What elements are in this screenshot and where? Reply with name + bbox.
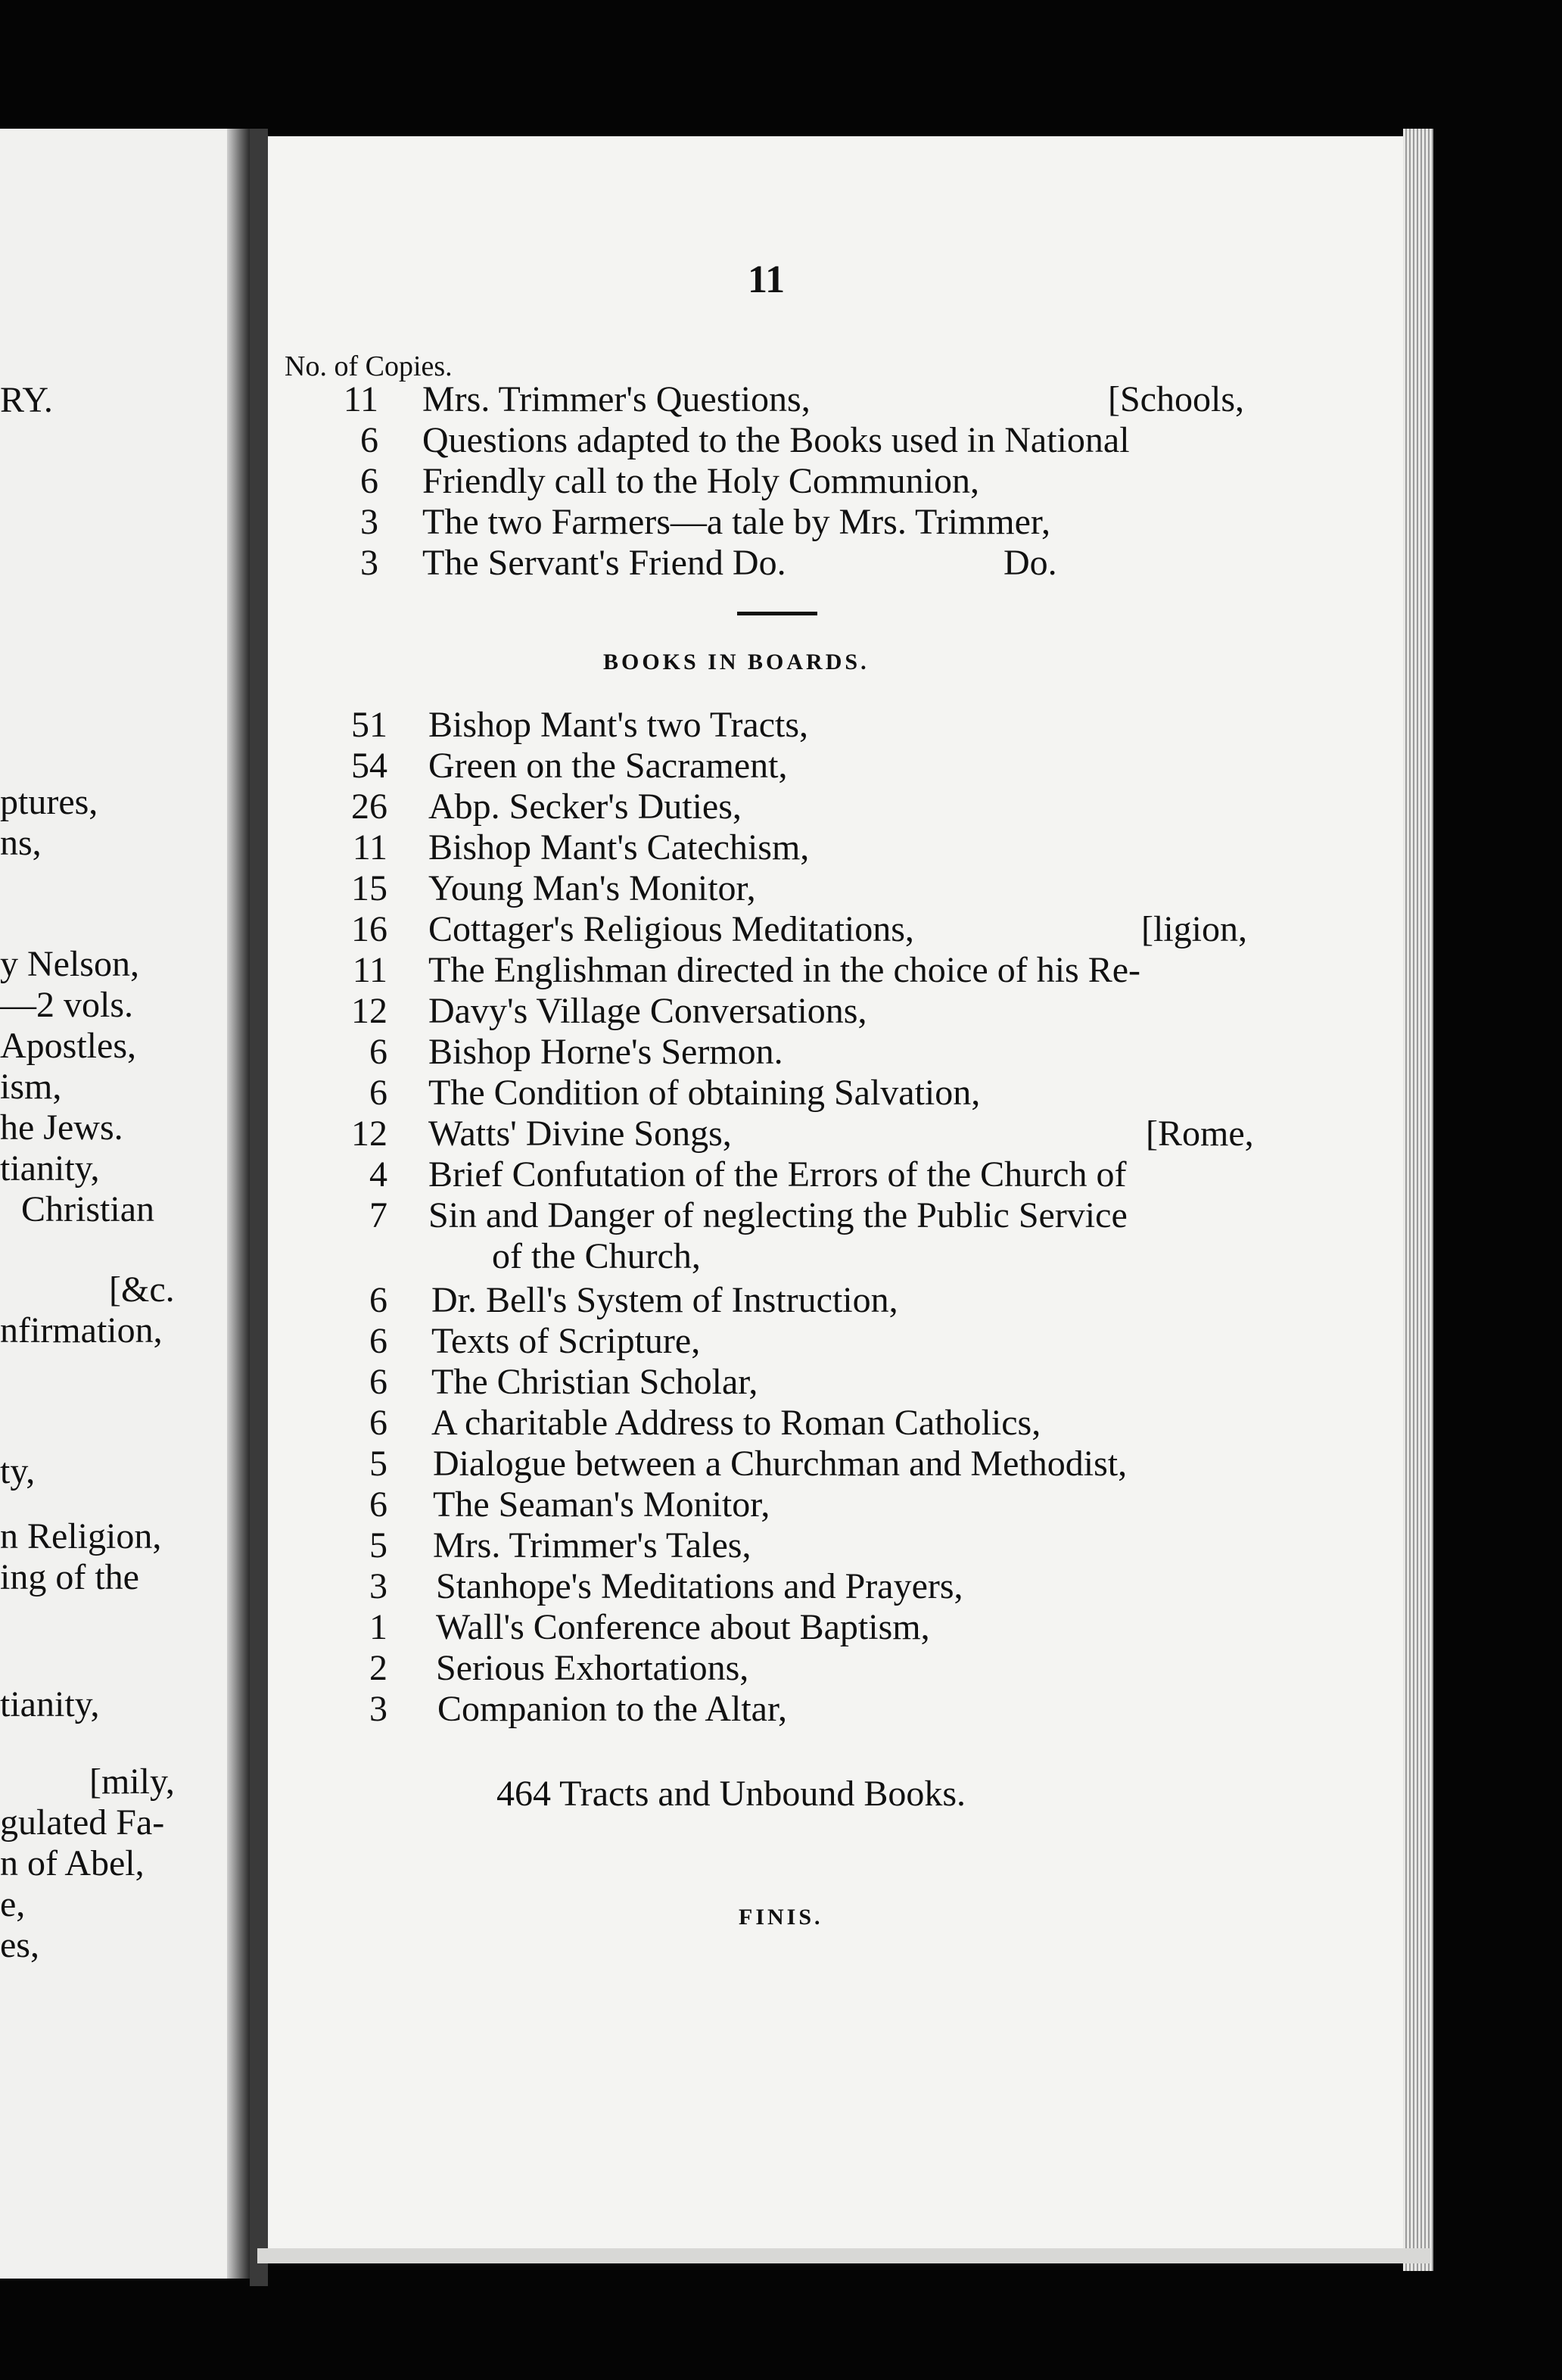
left-fragment: —2 vols. [0,985,134,1025]
book-title: Mrs. Trimmer's Tales, [433,1525,751,1565]
copy-count: 11 [343,379,378,419]
copy-count: 54 [351,746,387,786]
copy-count: 6 [369,1073,387,1113]
total-summary: 464 Tracts and Unbound Books. [496,1774,966,1814]
book-title: The Condition of obtaining Salvation, [428,1073,981,1113]
book-title: The Christian Scholar, [431,1362,758,1402]
copy-count: 1 [369,1607,387,1647]
book-title: Bishop Horne's Sermon. [428,1032,783,1072]
left-fragment: e, [0,1884,26,1924]
copy-count: 3 [360,543,378,583]
copy-count: 5 [369,1444,387,1484]
left-fragment: ty, [0,1451,36,1491]
copy-count: 11 [352,827,387,868]
left-fragment: y Nelson, [0,944,139,984]
copy-count: 12 [351,991,387,1031]
page-edges [1403,129,1433,2271]
copy-count: 6 [369,1403,387,1443]
book-title: Companion to the Altar, [437,1689,788,1729]
section-heading: BOOKS IN BOARDS. [603,650,870,674]
carried-text: [Rome, [1146,1114,1254,1154]
book-title: Bishop Mant's two Tracts, [428,705,809,745]
copy-count: 6 [369,1032,387,1072]
left-fragment: RY. [0,380,53,420]
book-title: The two Farmers—a tale by Mrs. Trimmer, [422,502,1050,542]
copy-count: 3 [360,502,378,542]
book-title: Questions adapted to the Books used in National [422,420,1130,460]
left-fragment: nfirmation, [0,1310,163,1350]
copy-count: 7 [369,1195,387,1235]
book-title: Abp. Secker's Duties, [428,787,742,827]
copy-count: 5 [369,1525,387,1565]
copy-count: 12 [351,1114,387,1154]
page-bottom-edge [257,2248,1430,2263]
book-title: Watts' Divine Songs, [428,1114,732,1154]
copy-count: 16 [351,909,387,949]
left-fragment: ism, [0,1067,62,1107]
copy-count: 15 [351,868,387,908]
finis-label: FINIS. [739,1905,823,1930]
left-fragment: n Religion, [0,1516,162,1556]
book-title: Sin and Danger of neglecting the Public Service [428,1195,1128,1235]
left-fragment: [mily, [89,1762,175,1802]
left-fragment: ptures, [0,782,98,822]
page-number: 11 [748,258,786,301]
book-title: Friendly call to the Holy Communion, [422,461,979,501]
book-title: The Englishman directed in the choice of his Re- [428,950,1141,990]
book-title: The Seaman's Monitor, [433,1484,770,1525]
book-title: Mrs. Trimmer's Questions, [422,379,811,419]
carried-text: [Schools, [1108,379,1244,419]
book-title: Dialogue between a Churchman and Methodist, [433,1444,1128,1484]
book-title: Stanhope's Meditations and Prayers, [436,1566,963,1606]
left-fragment: Apostles, [0,1026,136,1066]
copy-count: 3 [369,1566,387,1606]
book-title: Bishop Mant's Catechism, [428,827,810,868]
book-title: Green on the Sacrament, [428,746,788,786]
copy-count: 4 [369,1154,387,1195]
book-title: Wall's Conference about Baptism, [436,1607,930,1647]
copy-count: 51 [351,705,387,745]
book-title: Cottager's Religious Meditations, [428,909,914,949]
left-fragment: Christian [21,1189,154,1229]
book-title: Davy's Village Conversations, [428,991,867,1031]
book-title: A charitable Address to Roman Catholics, [431,1403,1041,1443]
book-title: Texts of Scripture, [431,1321,701,1361]
copy-count: 6 [369,1362,387,1402]
book-title: The Servant's Friend Do. [422,543,786,583]
left-fragment: he Jews. [0,1107,123,1148]
copy-count: 6 [369,1484,387,1525]
left-fragment: ns, [0,823,42,863]
binding-edge [250,129,268,2286]
left-fragment: ing of the [0,1557,139,1597]
book-title-continuation: of the Church, [492,1236,701,1276]
book-title: Young Man's Monitor, [428,868,756,908]
carried-text: [ligion, [1141,909,1247,949]
left-fragment: tianity, [0,1684,100,1724]
copies-column-header: No. of Copies. [285,350,453,382]
ditto-mark: Do. [1003,543,1057,583]
copy-count: 6 [360,420,378,460]
book-title: Dr. Bell's System of Instruction, [431,1280,898,1320]
left-fragment: n of Abel, [0,1843,145,1883]
copy-count: 6 [369,1280,387,1320]
left-fragment: es, [0,1925,39,1965]
left-fragment: tianity, [0,1148,100,1188]
copy-count: 11 [352,950,387,990]
left-fragment: gulated Fa- [0,1802,165,1843]
copy-count: 6 [360,461,378,501]
copy-count: 26 [351,787,387,827]
section-divider [737,612,817,615]
copy-count: 6 [369,1321,387,1361]
book-title: Serious Exhortations, [436,1648,749,1688]
left-fragment: [&c. [109,1269,175,1310]
book-title: Brief Confutation of the Errors of the Church of [428,1154,1127,1195]
book-gutter [227,129,250,2279]
copy-count: 3 [369,1689,387,1729]
copy-count: 2 [369,1648,387,1688]
